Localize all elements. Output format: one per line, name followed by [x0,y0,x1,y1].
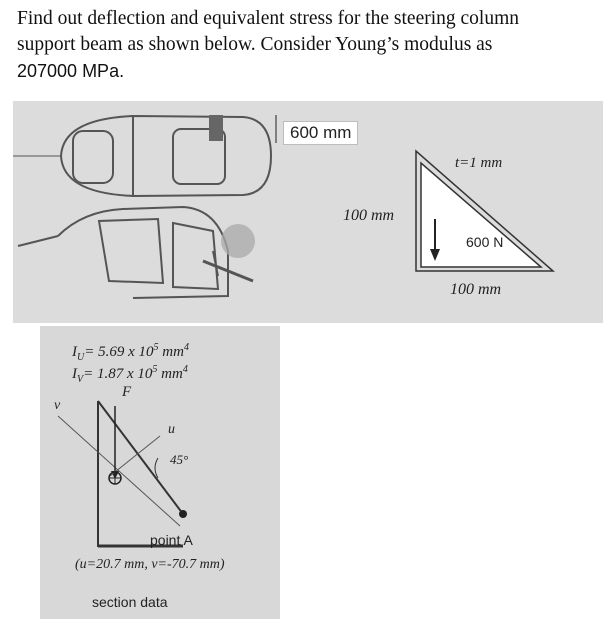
point-a-coords: (u=20.7 mm, v=-70.7 mm) [75,557,225,572]
section-data-label: section data [92,594,168,610]
base-label: 100 mm [450,281,502,298]
u-axis-label: u [168,422,175,437]
question-line-3: 207000 MPa. [17,61,125,81]
car-beam-figure [13,101,603,323]
question-line-2: support beam as shown below. Consider Young’s modulus as [17,34,493,55]
height-label: 100 mm [343,207,395,224]
force-label: 600 N [466,234,504,250]
v-axis-label: v [54,398,61,413]
thickness-label: t=1 mm [455,155,503,171]
iv-label: $I_V= 1.87$ x $10^5$ $mm^4$ [72,364,188,385]
iu-label: $I_U= 5.69$ x $10^5$ $mm^4$ [72,342,189,363]
length-label: 600 mm [283,121,358,145]
force-f-label: F [122,384,132,400]
angle-label: 45° [170,452,189,467]
question-text [17,6,602,84]
section-data-figure [40,326,280,619]
point-a-label: point A [150,532,193,548]
question-line-1: Find out deflection and equivalent stress for the steering column [17,8,520,29]
